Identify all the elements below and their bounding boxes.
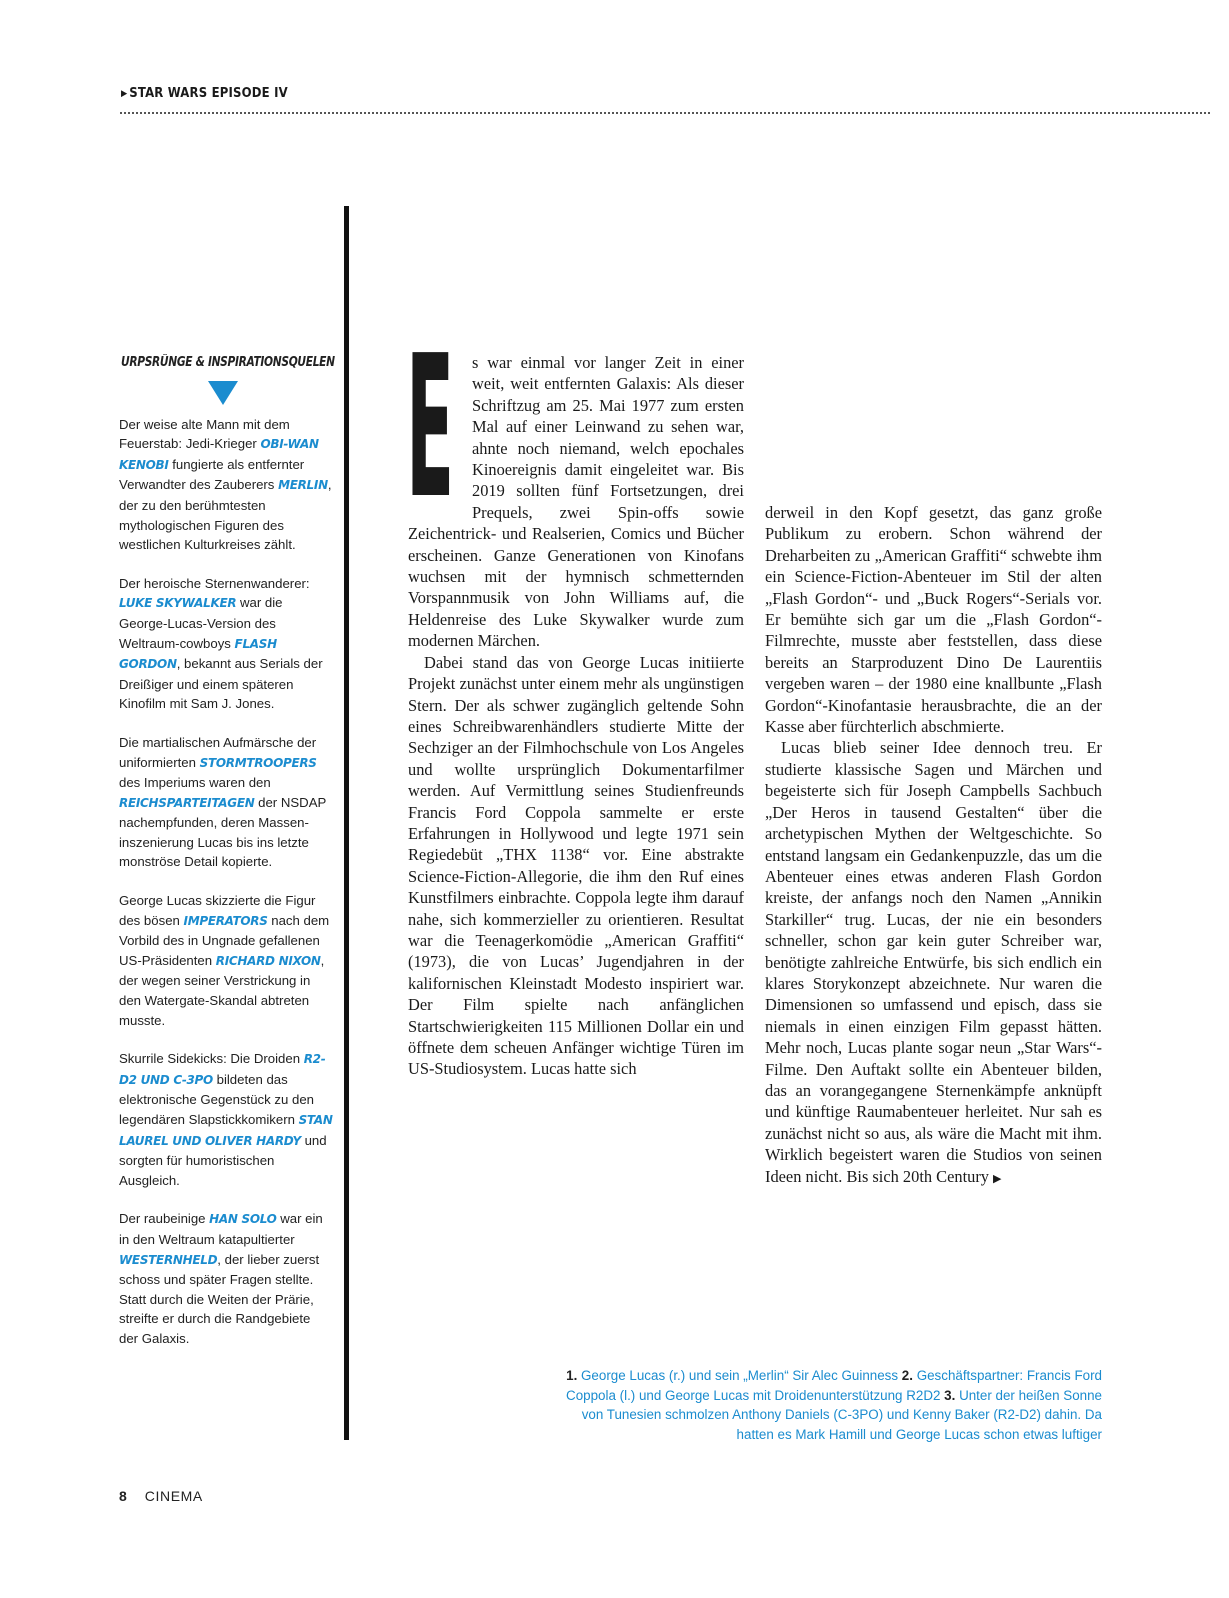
highlight-name: RICHARD NIXON — [215, 953, 321, 968]
entry-text: Skurrile Sidekicks: Die Droiden — [119, 1051, 304, 1067]
entry-text: war ein in den Weltraum katapultierter — [119, 1211, 323, 1247]
page-footer — [119, 1488, 203, 1504]
caption-number: 2. — [901, 1368, 913, 1383]
article-paragraph: Dabei stand das von George Lucas initiierte Projekt zunächst unter einem mehr als ungünstigen Stern. Der als schwer zugänglich geltende Sohn eines Schreibwarenhändlers studierte Mitte der Sechziger an der Filmhochschule von Los Angeles und wollte ursprünglich Dokumentarfilmer werden. Auf Vermittlung seines Studienfreunds Francis Ford Coppola sammelte er erste Erfahrungen in Hollywood und legte 1971 sein Regiedebüt „THX 1138“ vor. Eine abstrakte Science-Fiction-Allegorie, die ihm den Ruf eines Kunstfilmers einbrachte. Coppola legte ihm darauf nahe, sich kommerzieller zu orientieren. Resultat war die Teenagerkomödie „American Graffiti“ (1973), die von Lucas’ Jugendjahren in der kalifornischen Kleinstadt Modesto inspiriert war. Der Film spielte nach anfänglichen Startschwierigkeiten 115 Millionen Dollar ein und öffnete dem scheuen Anfänger wichtige Türen im US-Studiosystem. Lucas hatte sich — [408, 652, 744, 1079]
caption-number: 1. — [566, 1368, 578, 1383]
entry-text: George Lucas skizzierte die Figur des bösen — [119, 893, 316, 928]
sidebar-entry — [119, 1049, 333, 1190]
entry-text: bildeten das elektronische Gegenstück zu den legendären Slapstickkomikern — [119, 1071, 314, 1127]
highlight-name: MERLIN — [278, 478, 328, 493]
article-column-1 — [406, 314, 744, 1080]
highlight-name: IMPERATORS — [183, 913, 268, 928]
highlight-name: R2-D2 UND C-3PO — [119, 1052, 326, 1087]
sidebar-title: URPSRÜNGE & INSPIRATIONSQUELEN — [121, 355, 335, 370]
entry-text: nach dem Vorbild des in Ungnade gefallenen US-Präsidenten — [119, 912, 330, 968]
entry-text: war die George-Lucas-Version des Weltraum-cowboys — [119, 595, 283, 651]
sidebar-entries — [119, 415, 333, 1349]
entry-text: des Imperiums waren den — [119, 775, 271, 791]
sidebar-entry — [119, 733, 333, 872]
triangle-right-icon: ▶ — [121, 89, 128, 99]
highlight-name: FLASH GORDON — [119, 636, 277, 672]
entry-text: , der wegen seiner Verstrickung in den Watergate-Skandal abtreten musste. — [119, 952, 325, 1028]
sidebar-origins — [119, 353, 333, 1368]
article-paragraph — [765, 737, 1102, 1190]
article-paragraph: s war einmal vor langer Zeit in einer weit, weit entfernten Galaxis: Als dieser Schriftzug am 25. Mai 1977 zum ersten Mal auf einer Leinwand zu sehen war, ahnte noch niemand, welch epochales Kinoereignis damit eingeleitet war. Bis 2019 sollten fünf Fortsetzungen, drei Prequels, zwei Spin-offs sowie Zeichentrick- und Realserien, Comics und Bücher erscheinen. Ganze Generationen von Kinofans wuchsen mit der hymnisch schmetternden Vorspannmusik von John Williams auf, die Heldenreise des Luke Skywalker wurde zum modernen Märchen. — [408, 353, 744, 651]
highlight-name: OBI-WAN KENOBI — [119, 437, 319, 472]
drop-cap: E — [406, 314, 455, 542]
entry-text: , der zu den berühmtesten mythologischen Figuren des westlichen Kulturkreises zählt. — [119, 477, 332, 553]
caption-text: Geschäftspartner: Francis Ford Coppola (l.) und George Lucas mit Droidenunterstützung R2D2 — [566, 1368, 1102, 1403]
highlight-name: STAN LAUREL UND OLIVER HARDY — [119, 1113, 333, 1148]
entry-text: , bekannt aus Serials der Dreißiger und einem späteren Kinofilm mit Sam J. Jones. — [119, 656, 323, 712]
entry-text: Der raubeinige — [119, 1211, 210, 1227]
highlight-name: LUKE SKYWALKER — [119, 596, 237, 611]
article-paragraph: derweil in den Kopf gesetzt, das ganz große Publikum zu erobern. Schon während der Dreharbeiten zu „American Graffiti“ schwebte ihm ein Science-Fiction-Abenteuer im Stil der alten „Flash Gordon“- und „Buck Rogers“-Serials vor. Er bemühte sich gar um die „Flash Gordon“-Filmrechte, musste aber feststellen, dass diese bereits an Starproduzent Dino De Laurentiis vergeben waren – der 1980 eine knallbunte „Flash Gordon“-Kinofantasie herausbrachte, die an der Kasse aber fürchterlich abschmierte. — [765, 503, 1102, 737]
article-column-2 — [765, 502, 1102, 1190]
section-title: STAR WARS EPISODE IV — [129, 86, 288, 101]
dotted-divider — [120, 112, 1210, 114]
continue-arrow-icon: ▶ — [992, 1172, 1002, 1185]
magazine-name: CINEMA — [144, 1488, 203, 1504]
caption-text: Unter der heißen Sonne von Tunesien schmolzen Anthony Daniels (C-3PO) und Kenny Baker (R2-D2) dahin. Da hatten es Mark Hamill und George Lucas schon etwas luftiger — [581, 1387, 1102, 1442]
sidebar-entry — [119, 891, 333, 1030]
highlight-name: WESTERNHELD — [119, 1252, 218, 1267]
highlight-name: HAN SOLO — [209, 1212, 277, 1227]
highlight-name: REICHSPARTEITAGEN — [119, 795, 255, 810]
highlight-name: STORMTROOPERS — [199, 755, 317, 770]
entry-text: Die martialischen Aufmärsche der uniformierten — [119, 734, 317, 770]
entry-text: der NSDAP nachempfunden, deren Massen-inszenierung Lucas bis ins letzte monströse Detail kopierte. — [119, 794, 327, 870]
sidebar-entry — [119, 1209, 333, 1348]
section-header — [121, 86, 288, 101]
article-text: Lucas blieb seiner Idee dennoch treu. Er studierte klassische Sagen und Märchen und begeisterte sich für Joseph Campbells Sachbuch „Der Heros in tausend Gestalten“ über die archetypischen Mythen der Weltgeschichte. So entstand langsam ein Gedankenpuzzle, das um die Abenteuer eines etwas anderen Flash Gordon kreiste, der anfangs noch den Namen „Annikin Starkiller“ trug. Lucas, der nie ein besonders schneller, schon gar kein guter Schreiber war, benötigte zahlreiche Entwürfe, bis sich endlich ein klares Storykonzept abzeichnete. Nur waren die Dimensionen so umfassend und episch, dass sie niemals in einen einzigen Film gepasst hätten. Mehr noch, Lucas plante sogar neun „Star Wars“-Filme. Den Auftakt sollte ein Abenteuer bilden, das an vorangegangene Sternenkämpfe anknüpft und künftige Raumabenteuer herleitet. Nur sah es zunächst nicht so aus, als wäre die Macht mit ihm. Wirklich begeistert waren die Studios von seinen Ideen nicht. Bis sich 20th Century — [765, 738, 1102, 1186]
caption-number: 3. — [944, 1387, 956, 1403]
caption-text: George Lucas (r.) und sein „Merlin“ Sir Alec Guinness — [577, 1368, 902, 1383]
photo-captions — [560, 1366, 1102, 1444]
vertical-rule — [344, 206, 349, 1440]
entry-text: Der weise alte Mann mit dem Feuerstab: Jedi-Krieger — [119, 416, 290, 452]
entry-text: , der lieber zuerst schoss und später Fragen stellte. Statt durch die Weiten der Prärie, streifte er durch die Randgebiete der Galaxis. — [119, 1251, 320, 1346]
entry-text: fungierte als entfernter Verwandter des Zauberers — [119, 456, 305, 493]
entry-text: und sorgten für humoristischen Ausgleich. — [119, 1132, 327, 1188]
entry-text: Der heroische Sternenwanderer: — [119, 575, 310, 591]
sidebar-entry — [119, 574, 333, 714]
triangle-down-icon — [208, 381, 238, 405]
page-number: 8 — [119, 1488, 127, 1504]
sidebar-entry — [119, 415, 333, 555]
